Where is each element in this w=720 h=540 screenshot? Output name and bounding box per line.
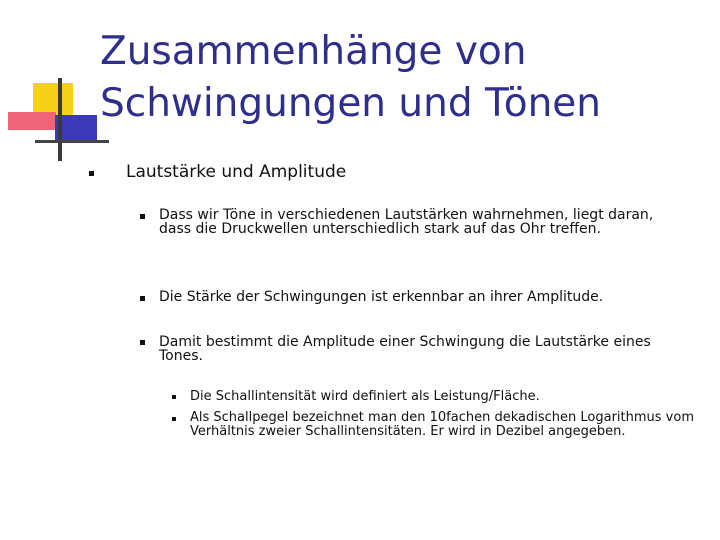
bullet-level3-text-1: Die Schallintensität wird definiert als Leistung/Fläche. [190, 389, 540, 404]
bullet-level3-icon [172, 395, 176, 399]
bullet-level1-text: Lautstärke und Amplitude [126, 162, 347, 182]
logo-vertical-line [58, 78, 62, 161]
logo-horizontal-line [35, 140, 109, 143]
bullet-level2-text-2: Die Stärke der Schwingungen ist erkennbar an ihrer Amplitude. [159, 289, 604, 305]
slide-title-line-1: Zusammenhänge von [100, 29, 527, 74]
bullet-level2-icon [140, 214, 145, 219]
bullet-level3-icon [172, 417, 176, 421]
bullet-level1-icon [89, 171, 94, 176]
bullet-level2-text-1: Dass wir Töne in verschiedenen Lautstärken wahrnehmen, liegt daran, dass die Druckwellen unterschiedlich stark auf das Ohr treffen. [159, 207, 654, 237]
logo-red-square [8, 112, 56, 130]
bullet-level2-icon [140, 340, 145, 345]
bullet-level2-icon [140, 296, 145, 301]
bullet-level3-text-2: Als Schallpegel bezeichnet man den 10fachen dekadischen Logarithmus vom Verhältnis zweier Schallintensitäten. Er wird in Dezibel angegeben. [190, 410, 694, 439]
slide-title [100, 26, 700, 130]
slide-title-line-2: Schwingungen und Tönen [100, 81, 602, 126]
bullet-level2-text-3: Damit bestimmt die Amplitude einer Schwingung die Lautstärke eines Tones. [159, 334, 651, 364]
